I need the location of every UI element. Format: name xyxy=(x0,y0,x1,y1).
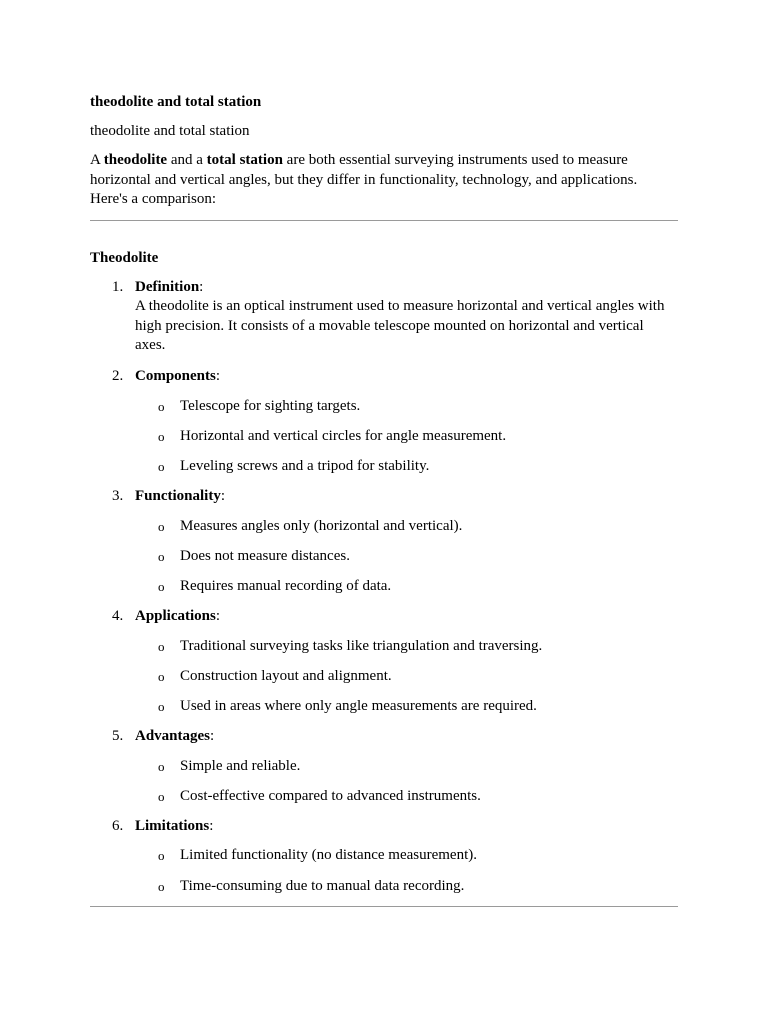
sub-list-item-text: Simple and reliable. xyxy=(180,758,301,774)
intro-bold-total-station: total station xyxy=(206,152,283,168)
list-item-heading xyxy=(135,367,220,386)
list-item-label: Advantages xyxy=(135,728,211,744)
list-number: 1. xyxy=(112,279,124,295)
intro-bold-theodolite: theodolite xyxy=(103,152,168,168)
list-item-heading xyxy=(135,607,220,626)
list-item-colon: : xyxy=(220,488,226,504)
bullet-glyph: o xyxy=(158,879,165,894)
list-item-colon: : xyxy=(215,368,221,384)
bullet-glyph: o xyxy=(158,639,165,654)
bullet-glyph: o xyxy=(158,429,165,444)
sub-list-item-text: Telescope for sighting targets. xyxy=(180,398,361,414)
sub-list-item-text: Construction layout and alignment. xyxy=(180,668,392,684)
list-item-label: Limitations xyxy=(135,818,210,834)
sub-list-item-text: Horizontal and vertical circles for angle measurement. xyxy=(180,428,507,444)
bullet-glyph: o xyxy=(158,459,165,474)
sub-list-item-text: Does not measure distances. xyxy=(180,548,350,564)
list-number: 5. xyxy=(112,728,124,744)
list-number: 6. xyxy=(112,818,124,834)
bullet-glyph: o xyxy=(158,669,165,684)
list-item-colon: : xyxy=(215,608,221,624)
list-item-heading xyxy=(135,278,203,297)
list-item-label: Applications xyxy=(135,608,216,624)
section-heading: Theodolite xyxy=(90,250,159,266)
bullet-glyph: o xyxy=(158,519,165,534)
sub-list-item-text: Requires manual recording of data. xyxy=(180,578,392,594)
bullet-glyph: o xyxy=(158,848,165,863)
list-item-colon: : xyxy=(199,279,204,295)
bullet-glyph: o xyxy=(158,789,165,804)
list-item-label: Functionality xyxy=(135,488,221,504)
list-number: 3. xyxy=(112,488,124,504)
bullet-glyph: o xyxy=(158,399,165,414)
bullet-glyph: o xyxy=(158,579,165,594)
sub-list-item-text: Leveling screws and a tripod for stability. xyxy=(180,458,430,474)
bullet-glyph: o xyxy=(158,759,165,774)
intro-text-2: and a xyxy=(167,152,207,168)
sub-list-item-text: Used in areas where only angle measurements are required. xyxy=(180,698,537,714)
sub-list-item-text: Limited functionality (no distance measurement). xyxy=(180,847,477,863)
horizontal-rule xyxy=(90,220,678,221)
list-item-heading xyxy=(135,487,225,506)
intro-text-1: A xyxy=(90,152,104,168)
bullet-glyph: o xyxy=(158,699,165,714)
list-item-heading xyxy=(135,727,214,746)
document-subtitle: theodolite and total station xyxy=(90,123,250,139)
list-item-heading xyxy=(135,817,213,836)
sub-list-item-text: Time-consuming due to manual data recording. xyxy=(180,878,465,894)
document-title: theodolite and total station xyxy=(90,94,262,110)
list-item-label: Components xyxy=(135,368,216,384)
list-number: 4. xyxy=(112,608,124,624)
sub-list-item-text: Traditional surveying tasks like triangulation and traversing. xyxy=(180,638,543,654)
list-item-colon: : xyxy=(209,818,214,834)
sub-list-item-text: Cost-effective compared to advanced instruments. xyxy=(180,788,481,804)
definition-text: A theodolite is an optical instrument used to measure horizontal and vertical angles with high precision. It consists of a movable telescope mounted on horizontal and vertical axes. xyxy=(135,298,665,353)
list-item-label: Definition xyxy=(135,279,200,295)
sub-list-item-text: Measures angles only (horizontal and vertical). xyxy=(180,518,463,534)
list-item-colon: : xyxy=(210,728,215,744)
horizontal-rule xyxy=(90,906,678,907)
intro-text-3: are both essential surveying instruments used to measure horizontal and vertical angles, but they differ in functionality, technology, and applications. Here's a comparison: xyxy=(90,152,638,207)
list-number: 2. xyxy=(112,368,124,384)
bullet-glyph: o xyxy=(158,549,165,564)
intro-paragraph xyxy=(90,151,678,210)
